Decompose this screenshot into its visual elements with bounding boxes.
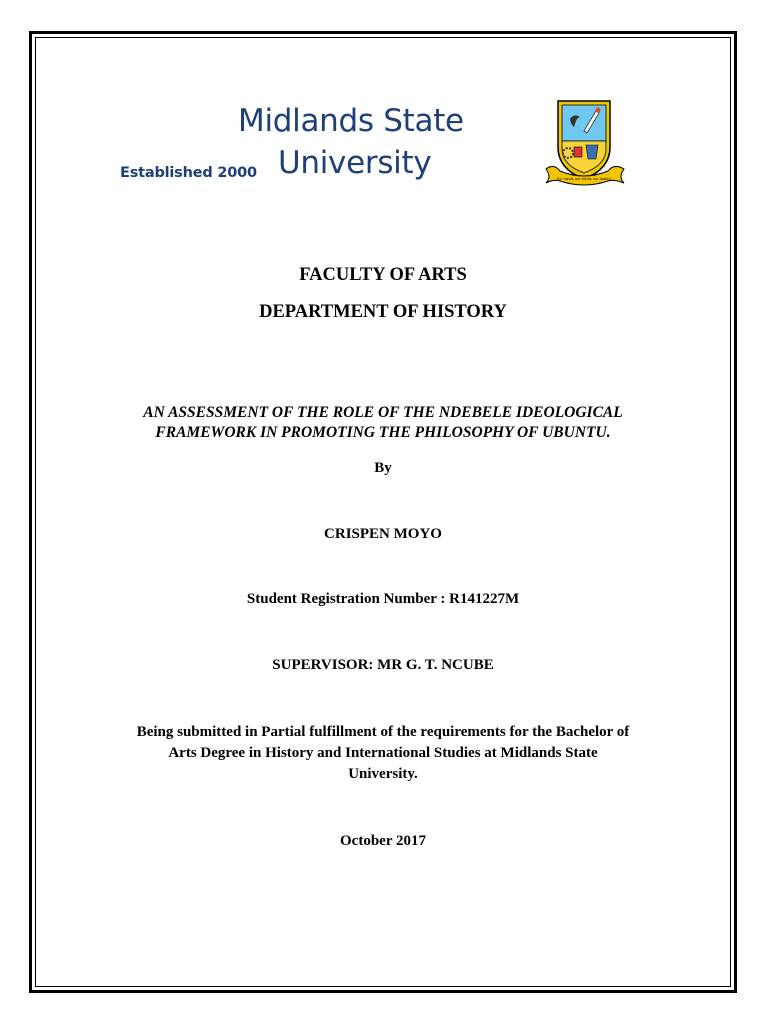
submission-line1: Being submitted in Partial fulfillment of the requirements for the Bachelor of [136, 724, 630, 740]
crest-motto: Our hands, our minds, our destiny [556, 177, 612, 181]
department-heading: DEPARTMENT OF HISTORY [259, 302, 507, 322]
thesis-title [90, 403, 676, 443]
submission-line3: University. [348, 766, 418, 782]
university-name-line2: University [278, 145, 432, 181]
faculty-heading: FACULTY OF ARTS [299, 265, 467, 285]
author-name: CRISPEN MOYO [324, 526, 442, 542]
university-name [238, 100, 518, 184]
submission-line2: Arts Degree in History and International Studies at Midlands State [168, 745, 598, 761]
university-crest-icon [544, 97, 632, 189]
registration-number: Student Registration Number : R141227M [246, 591, 520, 607]
submission-statement [80, 722, 686, 785]
thesis-title-line1: AN ASSESSMENT OF THE ROLE OF THE NDEBELE IDEOLOGICAL [143, 404, 623, 421]
submission-date: October 2017 [340, 833, 426, 849]
university-name-line1: Midlands State [238, 103, 464, 139]
established-text: Established 2000 [120, 165, 257, 181]
thesis-title-line2: FRAMEWORK IN PROMOTING THE PHILOSOPHY OF UBUNTU. [155, 424, 611, 441]
by-label: By [374, 460, 392, 476]
supervisor-line: SUPERVISOR: MR G. T. NCUBE [272, 657, 494, 673]
